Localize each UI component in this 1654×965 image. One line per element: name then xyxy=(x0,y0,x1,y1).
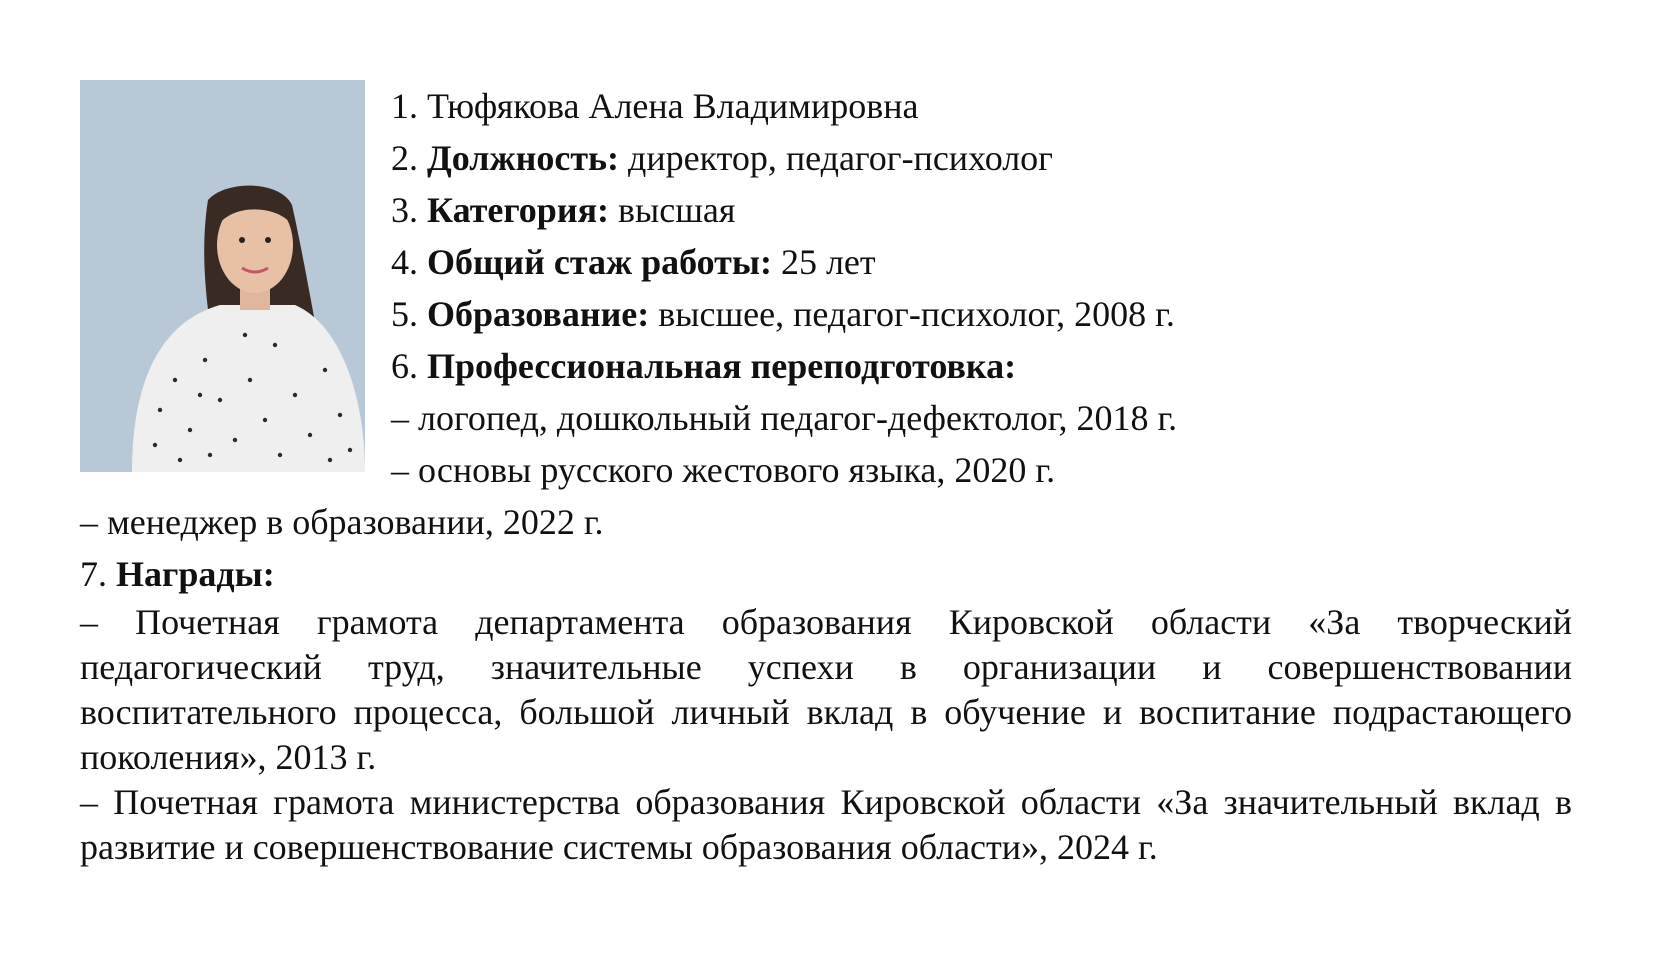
detail-position: 2. Должность: директор, педагог-психолог xyxy=(391,138,1053,178)
portrait-photo xyxy=(80,80,365,472)
detail-experience: 4. Общий стаж работы: 25 лет xyxy=(391,242,876,282)
detail-category: 3. Категория: высшая xyxy=(391,190,736,230)
awards-heading: 7. Награды: xyxy=(80,554,275,594)
personal-details xyxy=(391,80,1571,496)
portrait-icon xyxy=(80,80,365,472)
award-item: – Почетная грамота департамента образования Кировской области «За творческий педагогический труд, значительные успехи в организации и совершенствовании воспитательного процесса, большой личный вклад в обучение и воспитание подрастающего поколения», 2013 г. xyxy=(80,602,1572,777)
retraining-item: – основы русского жестового языка, 2020 г. xyxy=(391,450,1056,490)
detail-retraining-heading: 6. Профессиональная переподготовка: xyxy=(391,346,1017,386)
retraining-item: – менеджер в образовании, 2022 г. xyxy=(80,502,604,542)
detail-education: 5. Образование: высшее, педагог-психолог, 2008 г. xyxy=(391,294,1175,334)
awards-section xyxy=(80,496,1572,870)
retraining-item: – логопед, дошкольный педагог-дефектолог, 2018 г. xyxy=(391,398,1178,438)
award-item: – Почетная грамота министерства образования Кировской области «За значительный вклад в развитие и совершенствование системы образования области», 2024 г. xyxy=(80,782,1572,867)
detail-name: 1. Тюфякова Алена Владимировна xyxy=(391,86,919,126)
